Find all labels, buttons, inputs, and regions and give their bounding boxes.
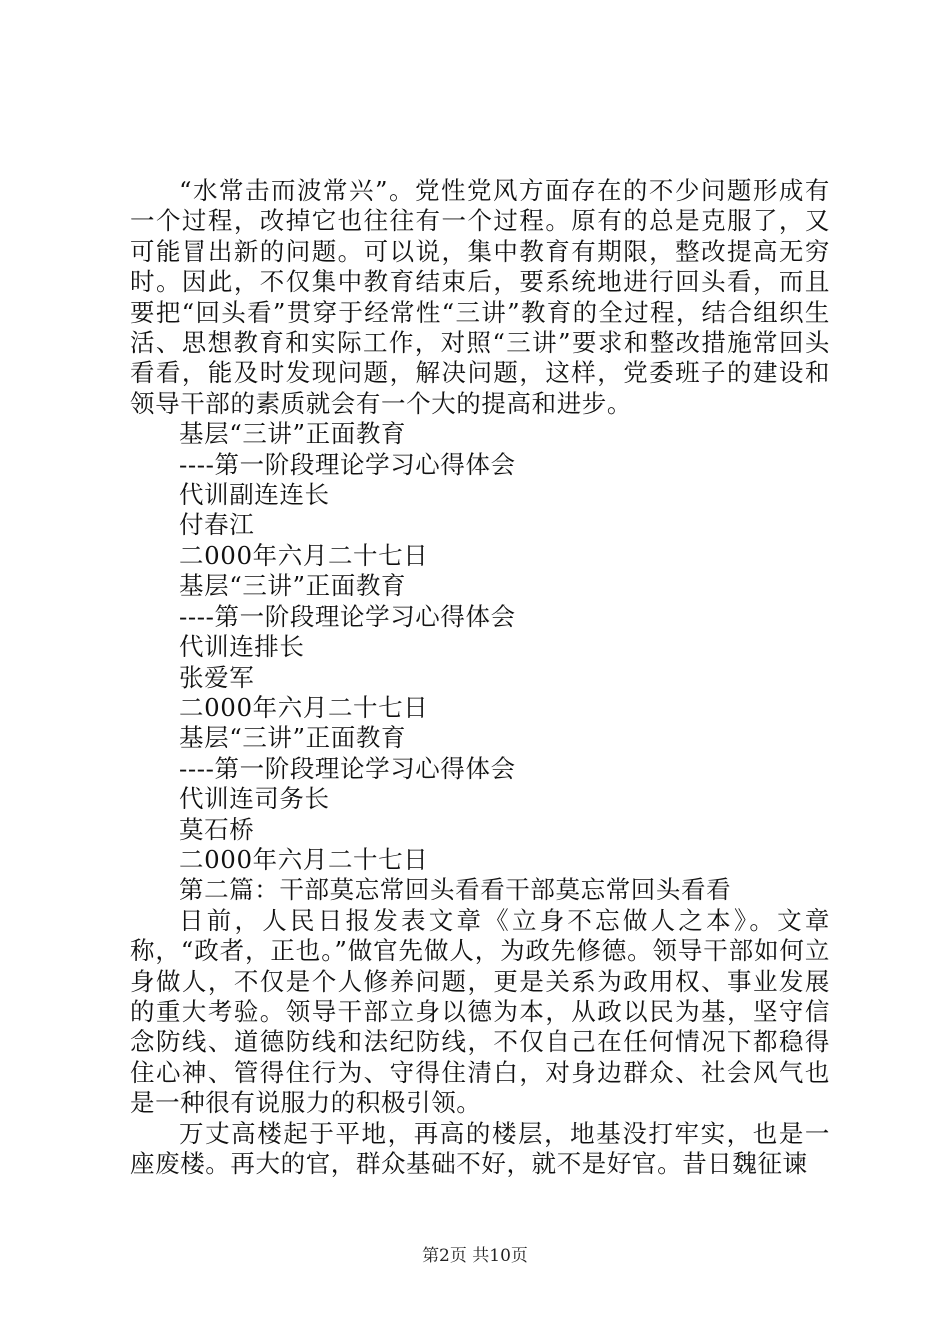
- paragraph: 日前，人民日报发表文章《立身不忘做人之本》。文章称，“政者，正也。”做官先做人，为政先修德。领导干部如何立身做人，不仅是个人修养问题，更是关系为政用权、事业发展的重大考验。领导干部立身以德为本，从政以民为基，坚守信念防线、道德防线和法纪防线，不仅自己在任何情况下都稳得住心神、管得住行为、守得住清白，对身边群众、社会风气也是一种很有说服力的积极引领。: [130, 905, 830, 1118]
- document-line: 莫石桥: [179, 814, 255, 844]
- page-number: 第2页 共10页: [422, 1246, 528, 1266]
- document-line: 基层“三讲”正面教育: [179, 419, 407, 449]
- document-line: 二000年六月二十七日: [179, 844, 429, 874]
- document-line: 代训副连连长: [179, 480, 330, 510]
- document-line: 张爱军: [179, 662, 255, 692]
- section-heading: 第二篇：干部莫忘常回头看看干部莫忘常回头看看: [179, 875, 732, 905]
- document-line: ----第一阶段理论学习心得体会: [179, 449, 516, 479]
- document-line: 二000年六月二十七日: [179, 540, 429, 570]
- document-line: 代训连排长: [179, 632, 305, 662]
- document-line: ----第一阶段理论学习心得体会: [179, 753, 516, 783]
- document-line: 基层“三讲”正面教育: [179, 723, 407, 753]
- document-line: ----第一阶段理论学习心得体会: [179, 601, 516, 631]
- document-line: 代训连司务长: [179, 784, 330, 814]
- document-line: 基层“三讲”正面教育: [179, 571, 407, 601]
- paragraph: “水常击而波常兴”。党性党风方面存在的不少问题形成有一个过程，改掉它也往往有一个过程。原有的总是克服了，又可能冒出新的问题。可以说，集中教育有期限，整改提高无穷时。因此，不仅集中教育结束后，要系统地进行回头看，而且要把“回头看”贯穿于经常性“三讲”教育的全过程，结合组织生活、思想教育和实际工作，对照“三讲”要求和整改措施常回头看看，能及时发现问题，解决问题，这样，党委班子的建设和领导干部的素质就会有一个大的提高和进步。: [130, 176, 830, 418]
- document-line: 付春江: [179, 510, 255, 540]
- paragraph: 万丈高楼起于平地，再高的楼层，地基没打牢实，也是一座废楼。再大的官，群众基础不好，就不是好官。昔日魏征谏: [130, 1118, 830, 1178]
- document-line: 二000年六月二十七日: [179, 692, 429, 722]
- document-body: [130, 176, 830, 1179]
